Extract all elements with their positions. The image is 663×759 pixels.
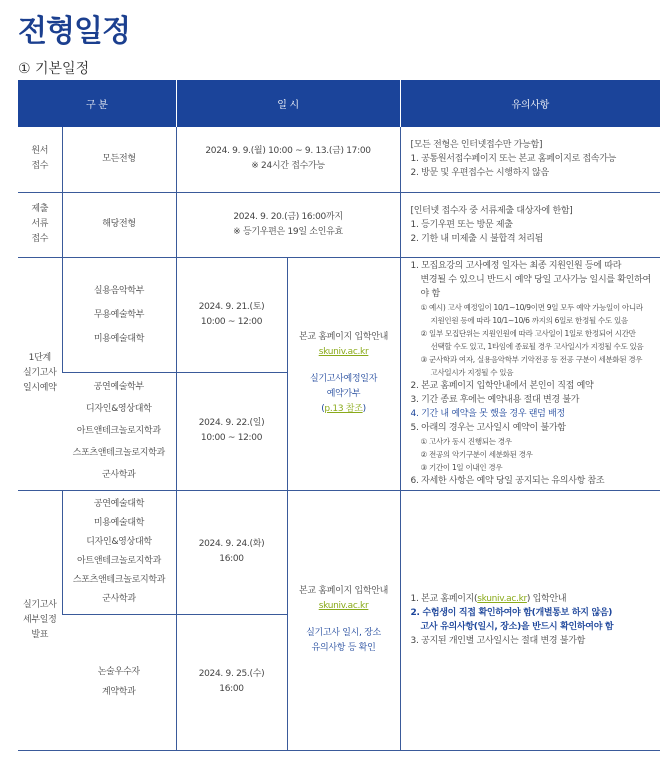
dept: 실용음악학부 <box>93 285 145 296</box>
dept: 미용예술대학 <box>93 333 145 344</box>
date-cell <box>176 127 400 192</box>
dept: 디자인&영상대학 <box>86 537 152 547</box>
note-line: 3. 기간 종료 후에는 예약내용 절대 변경 불가 <box>410 395 580 405</box>
date-text: 2024. 9. 24.(화) <box>198 539 265 549</box>
note-line: 2. 본교 홈페이지 입학안내에서 본인이 직접 예약 <box>410 381 594 391</box>
method-highlight: 실기고사 일시, 장소 <box>306 628 381 638</box>
method-highlight: 유의사항 등 확인 <box>311 643 376 653</box>
note-subline: ② 일부 모집단위는 지원인원에 따라 고사일이 1일로 한정되어 시간만 <box>420 329 636 338</box>
table-row <box>18 192 660 257</box>
method-highlight: 예약가부 <box>326 389 361 399</box>
method-cell: 본교 홈페이지 입학안내 skuniv.ac.kr 실기고사예정일자 예약가부 (p.13 참조) <box>287 257 400 490</box>
stage-cell: 1단계 실기고사 일시예약 <box>18 257 62 490</box>
dept-list <box>62 372 176 490</box>
page-title: 전형일정 <box>18 14 130 49</box>
date-text: 2024. 9. 20.(금) 16:00까지 <box>233 211 343 222</box>
note-line: [인터넷 접수자 중 서류제출 대상자에 한함] <box>410 205 573 216</box>
stage-cell: 실기고사 세부일정 발표 <box>18 490 62 750</box>
note-line: 1. 모집요강의 고사예정 일자는 최종 지원인원 등에 따라 <box>410 261 622 271</box>
date-text: 2024. 9. 21.(토) <box>198 301 265 312</box>
note-subline: ③ 군사학과 여자, 실용음악학부 기악전공 등 전공 구분이 세분화된 경우 <box>420 355 643 364</box>
stage-cell: 제출 서류 접수 <box>18 192 62 257</box>
table-header <box>18 80 660 127</box>
dept: 미용예술대학 <box>93 518 145 528</box>
date-cell <box>176 372 287 490</box>
note-line: 6. 자세한 사항은 예약 당일 공지되는 유의사항 참조 <box>410 476 605 486</box>
notes-cell <box>400 192 660 257</box>
note-text: ) 입학안내 <box>526 594 567 604</box>
stage-cell: 원서 접수 <box>18 127 62 192</box>
note-subline: ② 전공의 악기구분이 세분화된 경우 <box>420 450 533 459</box>
date-cell <box>176 490 287 614</box>
note-subline: 선택할 수도 있고, 1타임에 종료될 경우 고사일시가 지정될 수도 있음 <box>430 342 644 351</box>
date-cell <box>176 257 287 372</box>
date-text: 2024. 9. 9.(월) 10:00 ~ 9. 13.(금) 17:00 <box>205 146 371 157</box>
date-note: ※ 등기우편은 19일 소인유효 <box>233 226 343 237</box>
table-row <box>18 127 660 192</box>
note-line <box>411 592 657 606</box>
time-text: 16:00 <box>219 554 244 564</box>
dept-list <box>62 257 176 372</box>
note-line: 2. 방문 및 우편접수는 시행하지 않음 <box>410 168 549 179</box>
time-text: 10:00 ~ 12:00 <box>200 316 263 327</box>
note-line-highlight: 2. 수험생이 직접 확인하여야 함(개별통보 하지 않음) <box>410 608 613 618</box>
target-cell: 해당전형 <box>62 192 176 257</box>
note-line: [모든 전형은 인터넷접수만 가능함] <box>410 140 543 151</box>
dept: 계약학과 <box>101 687 136 697</box>
dept: 공연예술대학 <box>93 499 145 509</box>
header-datetime: 일 시 <box>176 80 400 127</box>
dept: 공연예술학부 <box>93 382 144 392</box>
note-subline: 고사일시가 지정될 수 있음 <box>430 368 514 377</box>
schedule-table <box>18 80 660 751</box>
notes-cell <box>400 490 660 750</box>
date-note: ※ 24시간 접수가능 <box>251 161 325 172</box>
note-line-highlight: 4. 기간 내 예약을 못 했을 경우 랜덤 배정 <box>410 409 565 419</box>
note-subline: ③ 기간이 1일 이내인 경우 <box>420 463 503 472</box>
homepage-link[interactable]: skuniv.ac.kr <box>318 601 369 611</box>
method-text: 본교 홈페이지 입학안내 <box>298 332 389 342</box>
dept: 스포츠앤테크놀로지학과 <box>72 448 165 458</box>
target-cell: 모든전형 <box>62 127 176 192</box>
dept: 군사학과 <box>101 470 136 480</box>
header-notes: 유의사항 <box>400 80 660 127</box>
dept: 무용예술학부 <box>93 309 145 320</box>
dept: 스포츠앤테크놀로지학과 <box>72 575 166 585</box>
note-subline: ① 예시) 고사 예정일이 10/1~10/9이면 9일 모두 예약 가능일이 아니라 <box>420 303 643 312</box>
dept-list <box>62 490 176 614</box>
dept: 아트앤테크놀로지학과 <box>76 426 161 436</box>
note-line: 3. 공지된 개인별 고사일시는 절대 변경 불가함 <box>410 636 585 646</box>
dept: 논술우수자 <box>97 667 140 677</box>
note-text: 1. 본교 홈페이지( <box>410 594 478 604</box>
homepage-link[interactable]: skuniv.ac.kr <box>318 347 369 357</box>
method-text: 본교 홈페이지 입학안내 <box>298 586 389 596</box>
note-subline: 지원인원 등에 따라 10/1~10/6 까지의 6일로 한정될 수도 있음 <box>430 316 628 325</box>
time-text: 10:00 ~ 12:00 <box>200 433 263 443</box>
dept: 디자인&영상대학 <box>86 404 152 414</box>
method-cell <box>287 490 400 750</box>
header-category: 구 분 <box>18 80 176 127</box>
date-text: 2024. 9. 22.(일) <box>198 418 265 428</box>
note-line: 2. 기한 내 미제출 시 불합격 처리됨 <box>410 233 544 244</box>
notes-cell <box>400 127 660 192</box>
note-line-highlight: 고사 유의사항(일시, 장소)을 반드시 확인하여야 함 <box>420 622 614 632</box>
note-subline: ① 고사가 동시 진행되는 경우 <box>420 437 512 446</box>
dept: 군사학과 <box>102 594 136 604</box>
page-reference-link[interactable]: p.13 참조 <box>324 404 363 414</box>
method-highlight: 실기고사예정일자 <box>309 374 378 384</box>
date-text: 2024. 9. 25.(수) <box>198 669 265 679</box>
note-line: 1. 등기우편 또는 방문 제출 <box>410 219 513 230</box>
note-line: 변경될 수 있으니 반드시 예약 당일 고사가능 일시를 확인하여야 함 <box>420 275 651 299</box>
date-cell <box>176 614 287 750</box>
table-row <box>18 257 660 372</box>
homepage-link[interactable]: skuniv.ac.kr <box>477 594 527 604</box>
table-row <box>18 490 660 614</box>
notes-cell <box>400 257 660 490</box>
section-title: ① 기본일정 <box>18 61 90 77</box>
dept: 아트앤테크놀로지학과 <box>77 556 161 566</box>
time-text: 16:00 <box>219 684 244 694</box>
date-cell <box>176 192 400 257</box>
dept-list <box>62 614 176 750</box>
note-line: 5. 아래의 경우는 고사일시 예약이 불가함 <box>410 423 566 433</box>
note-line: 1. 공통원서접수페이지 또는 본교 홈페이지로 접속가능 <box>410 154 616 165</box>
